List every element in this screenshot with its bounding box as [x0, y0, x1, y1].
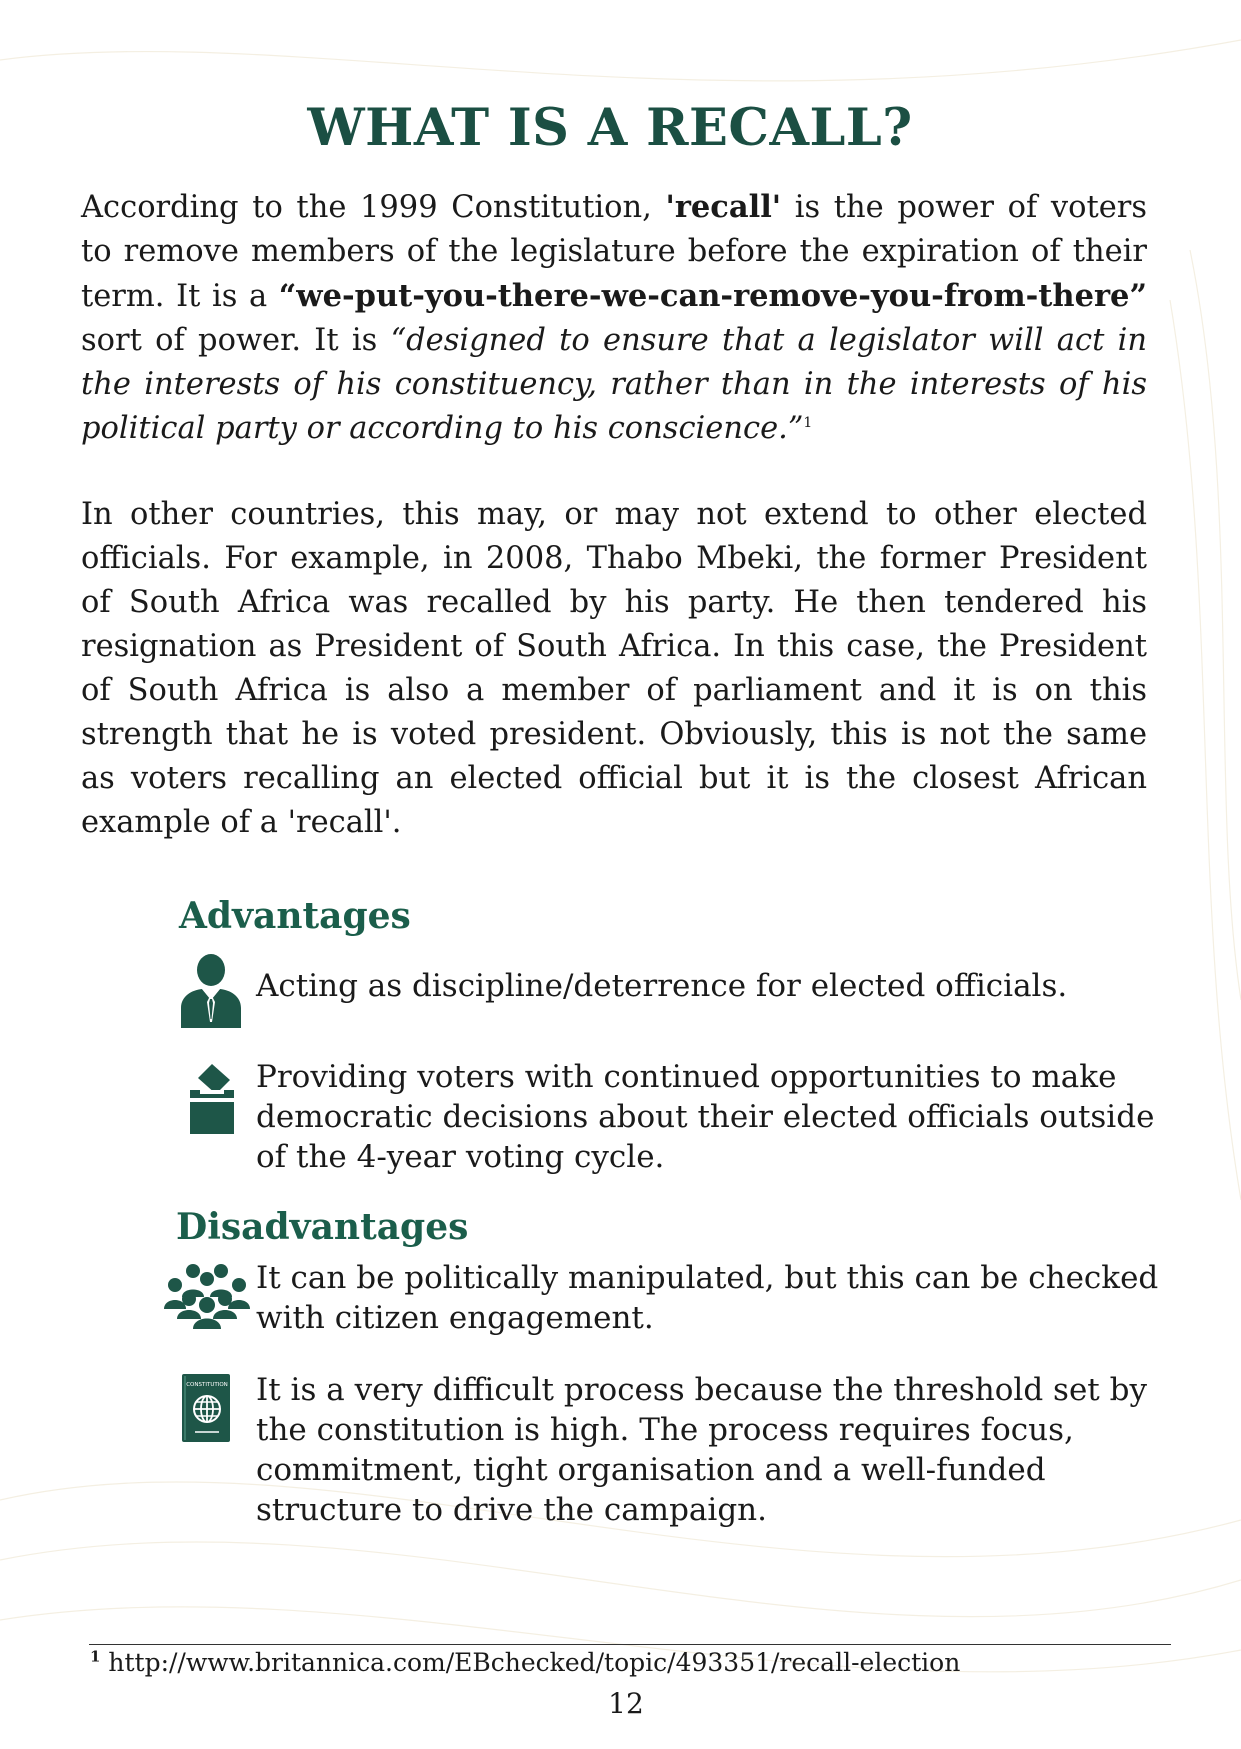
footnote-marker: 1 [90, 1647, 101, 1666]
crowd-icon [163, 1263, 251, 1329]
disadvantage-item-1: It can be politically manipulated, but this can be checked with citizen engagement. [256, 1260, 1159, 1336]
book-cover-label: CONSTITUTION [186, 1382, 228, 1388]
footnote [90, 1648, 960, 1677]
example-paragraph: In other countries, this may, or may not extend to other elected officials. For example, in 2008, Thabo Mbeki, the former President of South Africa was recalled by his party. He then tendered his resignation as President of South Africa. In this case, the President of South Africa is also a member of parliament and it is on this strength that he is voted president. Obviously, this is not the same as voters recalling an elected official but it is the closest African example of a 'recall'. [81, 497, 1147, 840]
recall-term: 'recall' [665, 189, 782, 225]
page-number: 12 [608, 1687, 644, 1720]
ballot-box-icon [186, 1062, 238, 1138]
advantages-heading: Advantages [179, 895, 411, 937]
italic-quote: “designed to ensure that a legislator will act in the interests of his constituency, rather than in the interests of his political party or according to his conscience.” [81, 323, 1147, 446]
person-icon [178, 952, 244, 1028]
constitution-book-icon [181, 1373, 231, 1443]
advantage-item-2: Providing voters with continued opportunities to make democratic decisions about their elected officials outside of the 4-year voting cycle. [256, 1059, 1155, 1175]
page-title: WHAT IS A RECALL? [307, 98, 913, 158]
intro-text-1: According to the 1999 Constitution, [81, 190, 666, 225]
advantage-item-1: Acting as discipline/deterrence for elected officials. [256, 968, 1068, 1004]
intro-text-3: sort of power. It is [81, 323, 391, 358]
footnote-url[interactable]: http://www.britannica.com/EBchecked/topic/493351/recall-election [108, 1648, 961, 1677]
intro-text-2: is the power of voters to remove members of the legislature before the expiration of their term. It is a [81, 190, 1147, 314]
footnote-divider [89, 1644, 1171, 1645]
disadvantage-item-2: It is a very difficult process because the threshold set by the constitution is high. The process requires focus, commitment, tight organisation and a well-funded structure to drive the campaign. [256, 1372, 1147, 1528]
bold-phrase: “we-put-you-there-we-can-remove-you-from-there” [278, 278, 1147, 314]
intro-paragraph [81, 185, 1147, 451]
footnote-reference: 1 [803, 414, 813, 431]
disadvantages-heading: Disadvantages [176, 1206, 469, 1248]
